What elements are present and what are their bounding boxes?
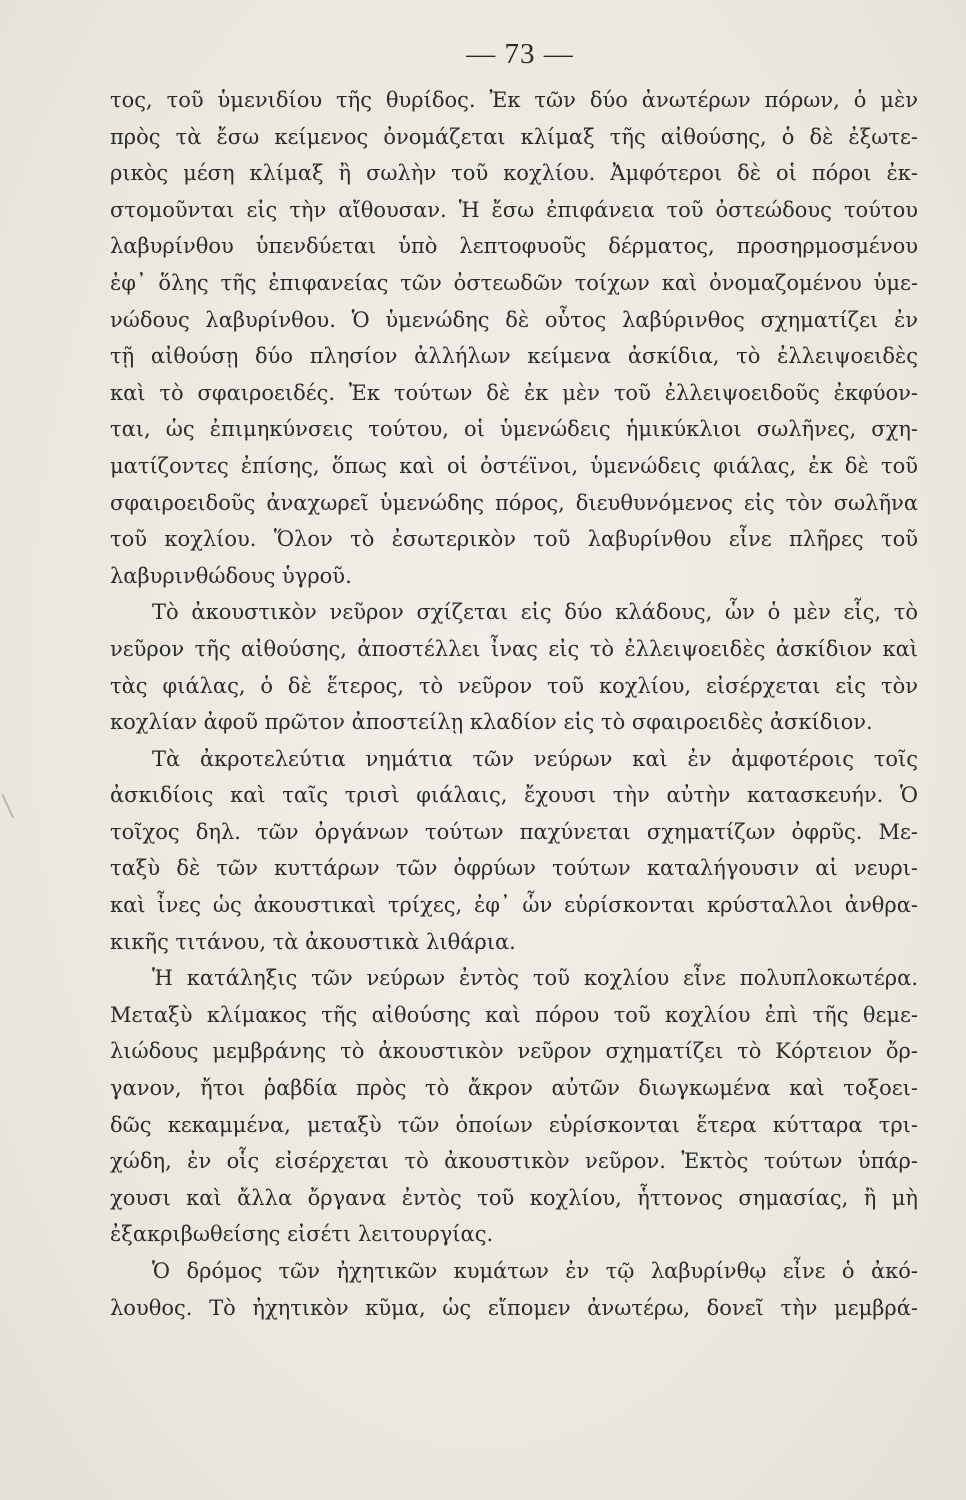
text-line: Μεταξὺ κλίμακος τῆς αἰθούσης καὶ πόρου τοῦ κοχλίου ἐπὶ τῆς θεμε-	[110, 1002, 918, 1027]
text-line: τοῦ κοχλίου. Ὅλον τὸ ἐσωτερικὸν τοῦ λαβυρίνθου εἶνε πλῆρες τοῦ	[110, 527, 918, 552]
body-text	[110, 82, 918, 1326]
text-line: καὶ τὸ σφαιροειδές. Ἐκ τούτων δὲ ἐκ μὲν τοῦ ἐλλειψοειδοῦς ἐκφύον-	[110, 380, 918, 405]
text-line: ταξὺ δὲ τῶν κυττάρων τῶν ὀφρύων τούτων καταλήγουσιν αἱ νευρι-	[110, 856, 918, 881]
text-line: χουσι καὶ ἄλλα ὄργανα ἐντὸς τοῦ κοχλίου, ἧττονος σημασίας, ἢ μὴ	[110, 1185, 918, 1210]
text-line: τῇ αἰθούσῃ δύο πλησίον ἀλλήλων κείμενα ἀσκίδια, τὸ ἐλλειψοειδὲς	[110, 344, 918, 369]
text-line: δῶς κεκαμμένα, μεταξὺ τῶν ὁποίων εὑρίσκονται ἕτερα κύτταρα τρι-	[110, 1112, 918, 1137]
text-line: νεῦρον τῆς αἰθούσης, ἀποστέλλει ἶνας εἰς τὸ ἐλλειψοειδὲς ἀσκίδιον καὶ	[110, 636, 918, 661]
text-line: γανον, ἤτοι ῥαβδία πρὸς τὸ ἄκρον αὐτῶν διωγκωμένα καὶ τοξοει-	[110, 1076, 918, 1101]
text-line: λιώδους μεμβράνης τὸ ἀκουστικὸν νεῦρον σχηματίζει τὸ Κόρτειον ὄρ-	[110, 1039, 918, 1064]
text-line: κικῆς τιτάνου, τὰ ἀκουστικὰ λιθάρια.	[110, 929, 516, 954]
text-line: τος, τοῦ ὑμενιδίου τῆς θυρίδος. Ἐκ τῶν δύο ἀνωτέρων πόρων, ὁ μὲν	[110, 88, 918, 112]
text-line: Τὸ ἀκουστικὸν νεῦρον σχίζεται εἰς δύο κλάδους, ὧν ὁ μὲν εἷς, τὸ	[152, 600, 918, 625]
text-line: Τὰ ἀκροτελεύτια νημάτια τῶν νεύρων καὶ ἐν ἀμφοτέροις τοῖς	[152, 746, 918, 771]
text-line: στομοῦνται εἰς τὴν αἴθουσαν. Ἡ ἔσω ἐπιφάνεια τοῦ ὀστεώδους τούτου	[110, 197, 918, 222]
text-line: κοχλίαν ἀφοῦ πρῶτον ἀποστείλῃ κλαδίον εἰς τὸ σφαιροειδὲς ἀσκίδιον.	[110, 710, 873, 735]
text-line: ρικὸς μέση κλίμαξ ἢ σωλὴν τοῦ κοχλίου. Ἀμφότεροι δὲ οἱ πόροι ἐκ-	[110, 161, 918, 186]
text-line: ματίζοντες ἐπίσης, ὅπως καὶ οἱ ὀστέϊνοι, ὑμενώδεις φιάλας, ἐκ δὲ τοῦ	[110, 453, 918, 478]
text-line: ται, ὡς ἐπιμηκύνσεις τούτου, οἱ ὑμενώδεις ἡμικύκλιοι σωλῆνες, σχη-	[110, 417, 918, 442]
text-line: πρὸς τὰ ἔσω κείμενος ὀνομάζεται κλίμαξ τῆς αἰθούσης, ὁ δὲ ἐξωτε-	[110, 124, 918, 149]
text-line: τοῖχος δηλ. τῶν ὀργάνων τούτων παχύνεται σχηματίζων ὀφρῦς. Με-	[110, 819, 918, 844]
text-line: χώδη, ἐν οἷς εἰσέρχεται τὸ ἀκουστικὸν νεῦρον. Ἐκτὸς τούτων ὑπάρ-	[110, 1149, 918, 1174]
text-line: τὰς φιάλας, ὁ δὲ ἕτερος, τὸ νεῦρον τοῦ κοχλίου, εἰσέρχεται εἰς τὸν	[110, 673, 918, 698]
margin-mark	[1, 788, 26, 818]
text-line: ἀσκιδίοις καὶ ταῖς τρισὶ φιάλαις, ἔχουσι τὴν αὐτὴν κατασκευήν. Ὁ	[110, 783, 918, 808]
text-line: σφαιροειδοῦς ἀναχωρεῖ ὑμενώδης πόρος, διευθυνόμενος εἰς τὸν σωλῆνα	[110, 490, 918, 515]
text-line: καὶ ἶνες ὡς ἀκουστικαὶ τρίχες, ἐφ᾽ ὧν εὑρίσκονται κρύσταλλοι ἀνθρα-	[110, 893, 918, 918]
text-line: λαβυρινθώδους ὑγροῦ.	[110, 563, 352, 588]
text-line: λαβυρίνθου ὑπενδύεται ὑπὸ λεπτοφυοῦς δέρματος, προσηρμοσμένου	[110, 234, 918, 259]
text-line: ἐξακριβωθείσης εἰσέτι λειτουργίας.	[110, 1222, 494, 1247]
page-number: — 73 —	[466, 38, 574, 70]
text-line: Ἡ κατάληξις τῶν νεύρων ἐντὸς τοῦ κοχλίου εἶνε πολυπλοκωτέρα.	[152, 966, 918, 991]
text-line: λουθος. Τὸ ἠχητικὸν κῦμα, ὡς εἴπομεν ἀνωτέρω, δονεῖ τὴν μεμβρά-	[110, 1295, 918, 1320]
text-line: ἐφ᾽ ὅλης τῆς ἐπιφανείας τῶν ὀστεωδῶν τοίχων καὶ ὀνομαζομένου ὑμε-	[110, 270, 918, 295]
text-line: νώδους λαβυρίνθου. Ὁ ὑμενώδης δὲ οὗτος λαβύρινθος σχηματίζει ἐν	[110, 307, 918, 332]
text-line: Ὁ δρόμος τῶν ἠχητικῶν κυμάτων ἐν τῷ λαβυρίνθῳ εἶνε ὁ ἀκό-	[152, 1259, 918, 1283]
